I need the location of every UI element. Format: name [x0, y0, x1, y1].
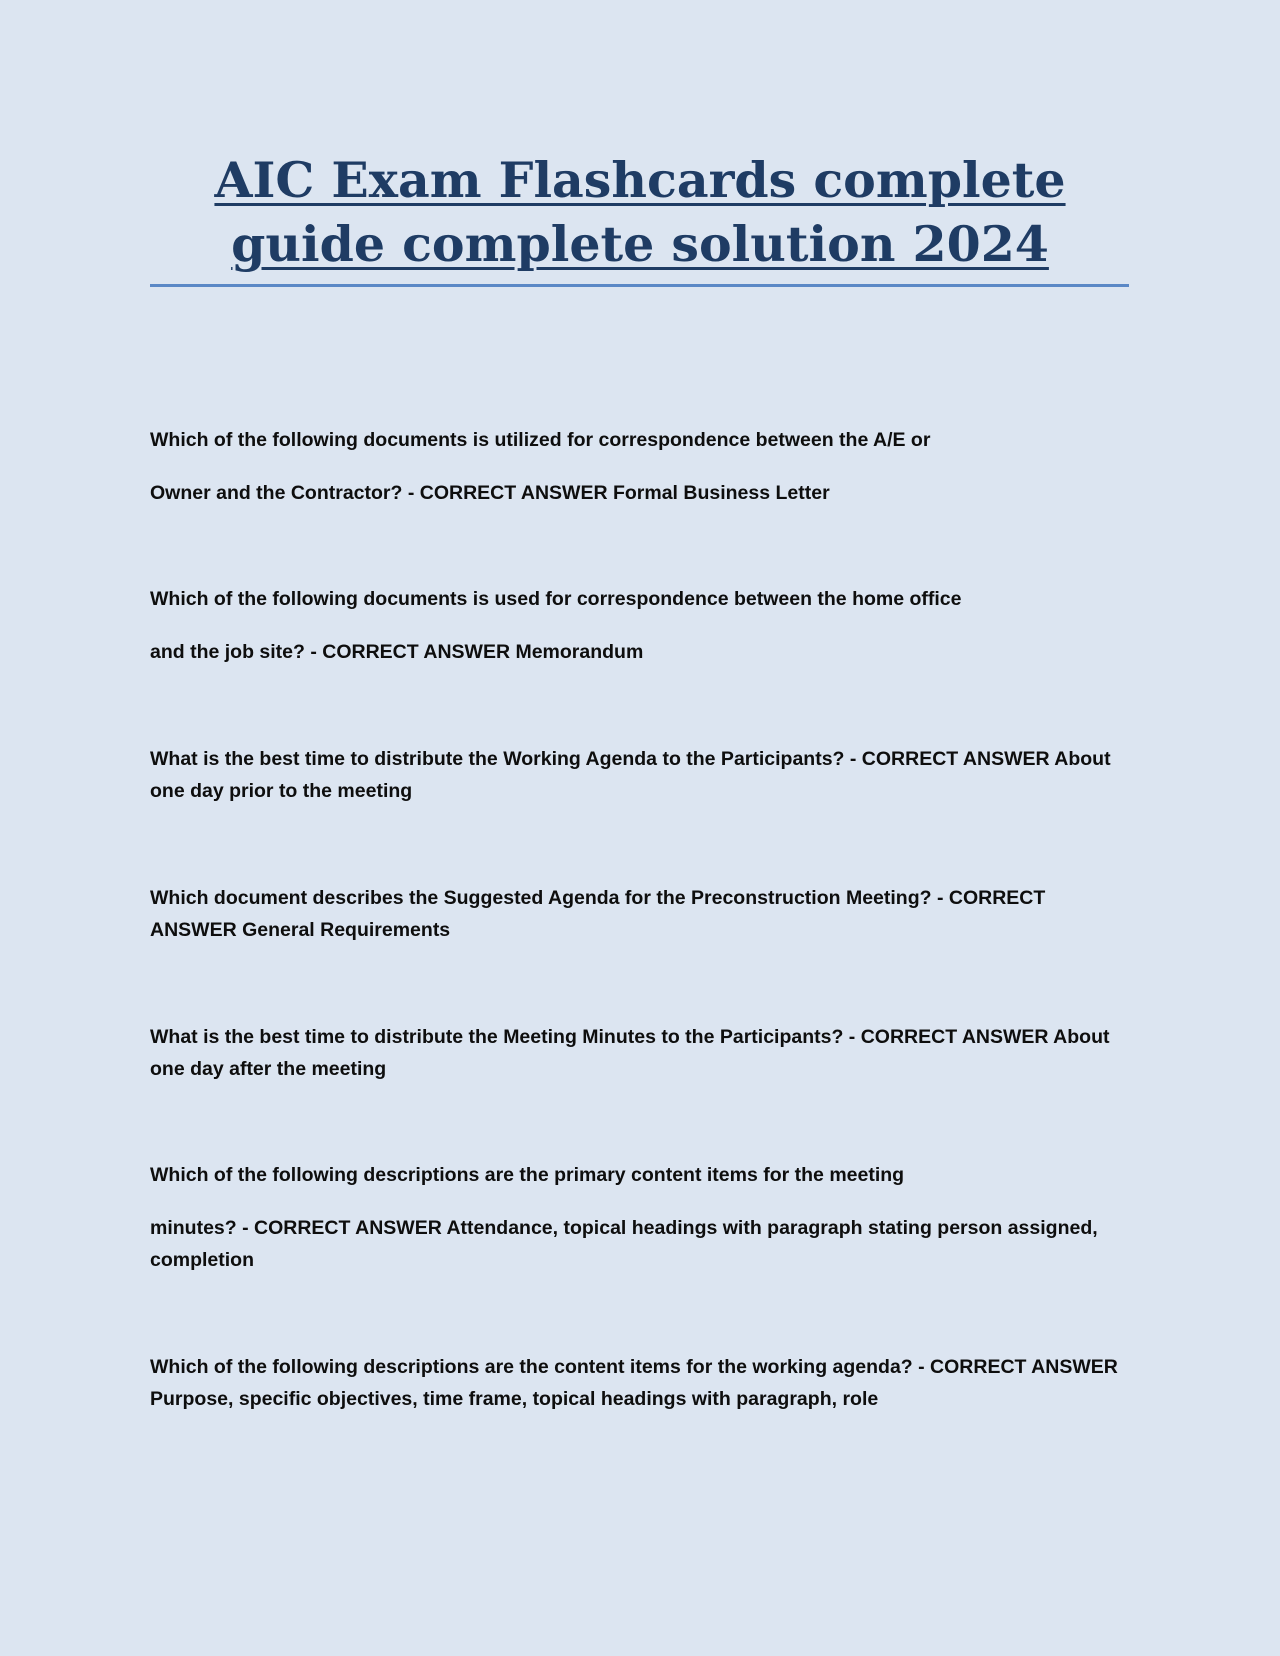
flashcard-7 [150, 1351, 1130, 1415]
flashcard-answer-line: minutes? - CORRECT ANSWER Attendance, topical headings with paragraph stating person assigned, completion [150, 1217, 1098, 1271]
flashcard-2 [150, 583, 1130, 668]
flashcard-5 [150, 1021, 1130, 1085]
flashcard-answer-line: Owner and the Contractor? - CORRECT ANSWER Formal Business Letter [150, 482, 830, 504]
title-block [150, 148, 1130, 276]
flashcard-6 [150, 1159, 1130, 1276]
flashcard-text: What is the best time to distribute the Working Agenda to the Participants? - CORRECT ANSWER About one day prior to the meeting [150, 748, 1111, 802]
flashcard-question-line: Which of the following documents is used for correspondence between the home office [150, 588, 962, 610]
flashcard-answer-line: and the job site? - CORRECT ANSWER Memorandum [150, 641, 644, 663]
flashcard-3 [150, 743, 1130, 807]
flashcard-text: Which of the following descriptions are the content items for the working agenda? - CORRECT ANSWER Purpose, specific objectives, time frame, topical headings with paragraph, role [150, 1356, 1118, 1410]
title-divider [150, 284, 1129, 287]
flashcard-question-line: Which of the following documents is utilized for correspondence between the A/E or [150, 429, 931, 451]
flashcard-1 [150, 424, 1130, 509]
flashcard-question-line: Which of the following descriptions are the primary content items for the meeting [150, 1164, 905, 1186]
flashcard-text: What is the best time to distribute the Meeting Minutes to the Participants? - CORRECT ANSWER About one day after the meeting [150, 1026, 1110, 1080]
flashcard-text: Which document describes the Suggested Agenda for the Preconstruction Meeting? - CORRECT ANSWER General Requirements [150, 887, 1046, 941]
flashcard-4 [150, 882, 1130, 946]
page-title: AIC Exam Flashcards complete guide complete solution 2024 [214, 151, 1066, 273]
